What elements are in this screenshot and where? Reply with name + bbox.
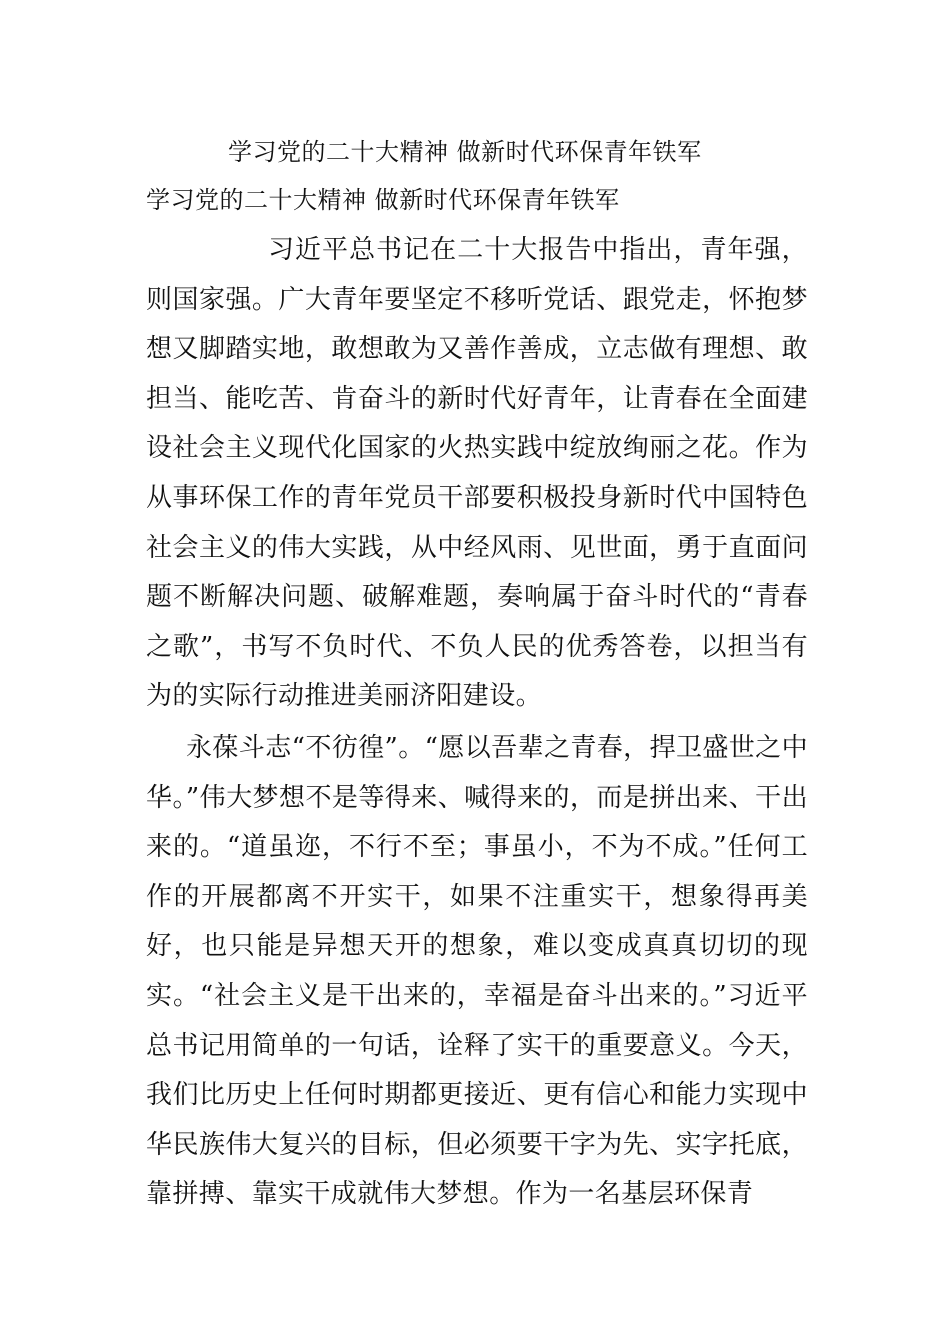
body-paragraph-1: 习近平总书记在二十大报告中指出，青年强，则国家强。广大青年要坚定不移听党话、跟党走，怀抱梦想又脚踏实地，敢想敢为又善作善成，立志做有理想、敢担当、能吃苦、肯奋斗的新时代好青年，让青春在全面建设社会主义现代化国家的火热实践中绽放绚丽之花。作为从事环保工作的青年党员干部要积极投身新时代中国特色社会主义的伟大实践，从中经风雨、见世面，勇于直面问题不断解决问题、破解难题，奏响属于奋斗时代的“青春之歌”，书写不负时代、不负人民的优秀答卷，以担当有为的实际行动推进美丽济阳建设。 (146, 235, 808, 712)
document-title: 学习党的二十大精神 做新时代环保青年铁军 (146, 186, 620, 214)
document-header-title: 学习党的二十大精神 做新时代环保青年铁军 (228, 138, 702, 166)
body-paragraph-2: 永葆斗志“不彷徨”。“愿以吾辈之青春，捍卫盛世之中华。”伟大梦想不是等得来、喊得来的，而是拼出来、干出来的。“道虽迩，不行不至；事虽小，不为不成。”任何工作的开展都离不开实干，如果不注重实干，想象得再美好，也只能是异想天开的想象，难以变成真真切切的现实。“社会主义是干出来的，幸福是奋斗出来的。”习近平总书记用简单的一句话，诠释了实干的重要意义。今天，我们比历史上任何时期都更接近、更有信心和能力实现中华民族伟大复兴的目标，但必须要干字为先、实字托底，靠拼搏、靠实干成就伟大梦想。作为一名基层环保青 (146, 733, 808, 1210)
